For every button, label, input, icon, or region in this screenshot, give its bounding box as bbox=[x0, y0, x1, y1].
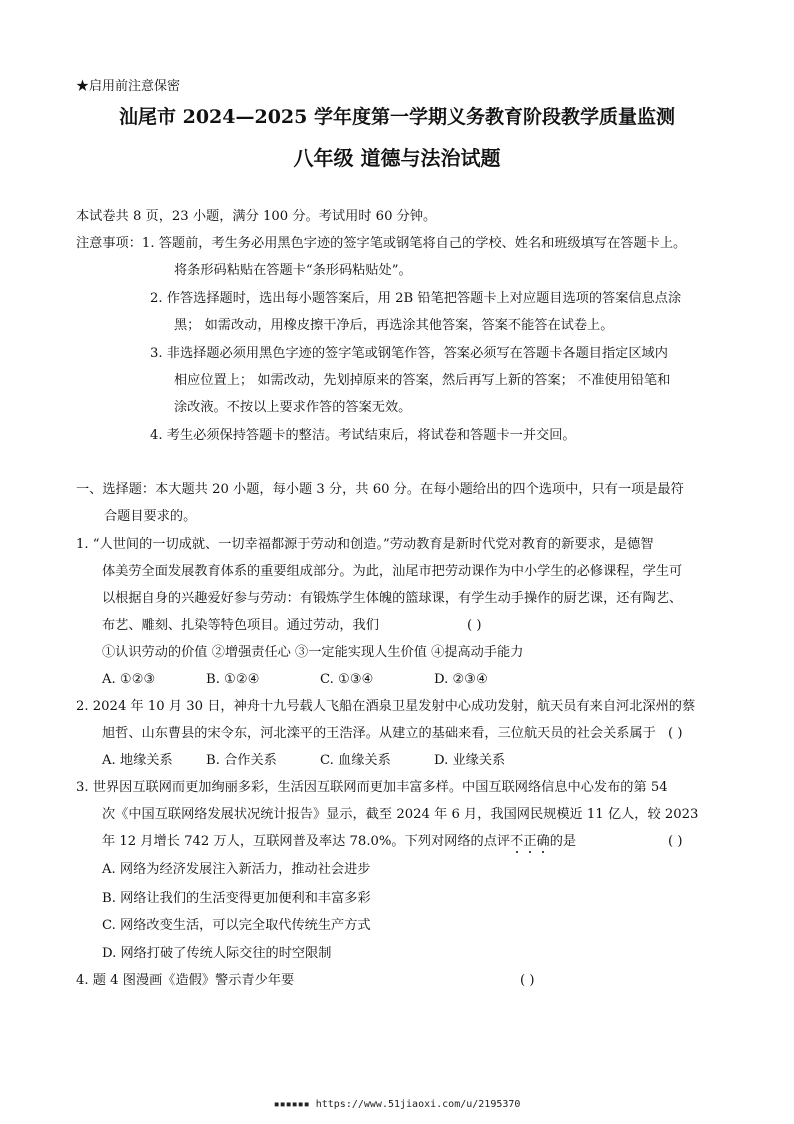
q1-line-3: 以根据自身的兴趣爱好参与劳动：有锻炼学生体魄的篮球课，有学生动手操作的厨艺课，还有陶艺、 bbox=[102, 591, 683, 606]
exam-title: 汕尾市 2024—2025 学年度第一学期义务教育阶段教学质量监测 bbox=[119, 106, 675, 128]
section-1-heading-cont: 合题目要求的。 bbox=[104, 509, 197, 524]
note-4: 4. 考生必须保持答题卡的整洁。考试结束后，将试卷和答题卡一并交回。 bbox=[150, 428, 576, 443]
footer-url: ▪▪▪▪▪▪ https://www.51jiaoxi.com/u/2195370 bbox=[273, 1099, 521, 1110]
q3-line-3 bbox=[102, 833, 576, 851]
q3-option-c: C. 网络改变生活，可以完全取代传统生产方式 bbox=[102, 918, 371, 933]
q1-items: ①认识劳动的价值 ②增强责任心 ③一定能实现人生价值 ④提高动手能力 bbox=[102, 645, 524, 660]
q2-answer-bracket: ( ) bbox=[668, 726, 683, 741]
q3-emphasis-char-2: 正 bbox=[523, 834, 537, 849]
q1-answer-bracket: ( ) bbox=[467, 618, 482, 633]
note-3-line-2: 相应位置上； 如需改动，先划掉原来的答案，然后再写上新的答案； 不准使用铅笔和 bbox=[174, 373, 671, 388]
q1-line-2: 体美劳全面发展教育体系的重要组成部分。为此，汕尾市把劳动课作为中小学生的必修课程，学生可 bbox=[102, 564, 683, 579]
exam-intro: 本试卷共 8 页，23 小题，满分 100 分。考试用时 60 分钟。 bbox=[76, 209, 437, 224]
q3-emphasis-char-3: 确 bbox=[536, 834, 550, 849]
q3-line-3-end: 的是 bbox=[549, 834, 577, 849]
q3-emphasis-char-1: 不 bbox=[510, 834, 524, 849]
q4-answer-bracket: ( ) bbox=[520, 973, 535, 988]
q3-line-3-start: 年 12 月增长 742 万人，互联网普及率达 78.0%。下列对网络的点评 bbox=[102, 834, 511, 849]
q3-option-a: A. 网络为经济发展注入新活力，推动社会进步 bbox=[102, 862, 371, 877]
note-3-line-1: 3. 非选择题必须用黑色字迹的签字笔或钢笔作答，答案必须写在答题卡各题目指定区域内 bbox=[150, 346, 668, 361]
note-3-line-3: 涂改液。不按以上要求作答的答案无效。 bbox=[174, 400, 412, 415]
q1-option-d: D. ②③④ bbox=[434, 672, 488, 687]
note-1-line-2: 将条形码粘贴在答题卡“条形码粘贴处”。 bbox=[174, 263, 412, 278]
q3-option-d: D. 网络打破了传统人际交往的时空限制 bbox=[102, 946, 332, 961]
q3-option-b: B. 网络让我们的生活变得更加便利和丰富多彩 bbox=[102, 891, 371, 906]
q4-line-1: 4. 题 4 图漫画《造假》警示青少年要 bbox=[76, 973, 295, 988]
q2-line-2: 旭哲、山东曹县的宋令东，河北滦平的王浩泽。从建立的基础来看，三位航天员的社会关系属于 bbox=[102, 726, 656, 741]
note-1-line-1: 注意事项：1. 答题前，考生务必用黑色字迹的签字笔或钢笔将自己的学校、姓名和班级填写在答题卡上。 bbox=[76, 236, 687, 251]
note-2-line-2: 黑； 如需改动，用橡皮擦干净后，再选涂其他答案，答案不能答在试卷上。 bbox=[174, 318, 614, 333]
q2-option-b: B. 合作关系 bbox=[206, 753, 277, 768]
q3-line-1: 3. 世界因互联网而更加绚丽多彩，生活因互联网而更加丰富多样。中国互联网络信息中心发布的第 54 bbox=[76, 780, 668, 795]
exam-subtitle: 八年级 道德与法治试题 bbox=[293, 146, 501, 170]
q3-answer-bracket: ( ) bbox=[668, 834, 683, 849]
q2-line-1: 2. 2024 年 10 月 30 日，神舟十九号载人飞船在酒泉卫星发射中心成功发射，航天员有来自河北深州的蔡 bbox=[76, 699, 696, 714]
q1-line-4: 布艺、雕刻、扎染等特色项目。通过劳动，我们 bbox=[102, 618, 379, 633]
section-1-heading: 一、选择题：本大题共 20 小题，每小题 3 分，共 60 分。在每小题给出的四个选项中，只有一项是最符 bbox=[76, 482, 684, 497]
note-2-line-1: 2. 作答选择题时，选出每小题答案后，用 2B 铅笔把答题卡上对应题目选项的答案信息点涂 bbox=[150, 291, 682, 306]
q1-option-a: A. ①②③ bbox=[102, 672, 156, 687]
q1-line-1: 1. “人世间的一切成就、一切幸福都源于劳动和创造。”劳动教育是新时代党对教育的新要求，是德智 bbox=[76, 537, 654, 552]
confidential-mark: ★启用前注意保密 bbox=[76, 79, 181, 94]
q1-option-b: B. ①②④ bbox=[206, 672, 260, 687]
q3-line-2: 次《中国互联网络发展状况统计报告》显示，截至 2024 年 6 月，我国网民规模近 11 亿人，较 2023 bbox=[102, 807, 699, 822]
q1-option-c: C. ①③④ bbox=[320, 672, 374, 687]
q2-option-c: C. 血缘关系 bbox=[320, 753, 391, 768]
q2-option-a: A. 地缘关系 bbox=[102, 753, 173, 768]
q2-option-d: D. 业缘关系 bbox=[434, 753, 506, 768]
